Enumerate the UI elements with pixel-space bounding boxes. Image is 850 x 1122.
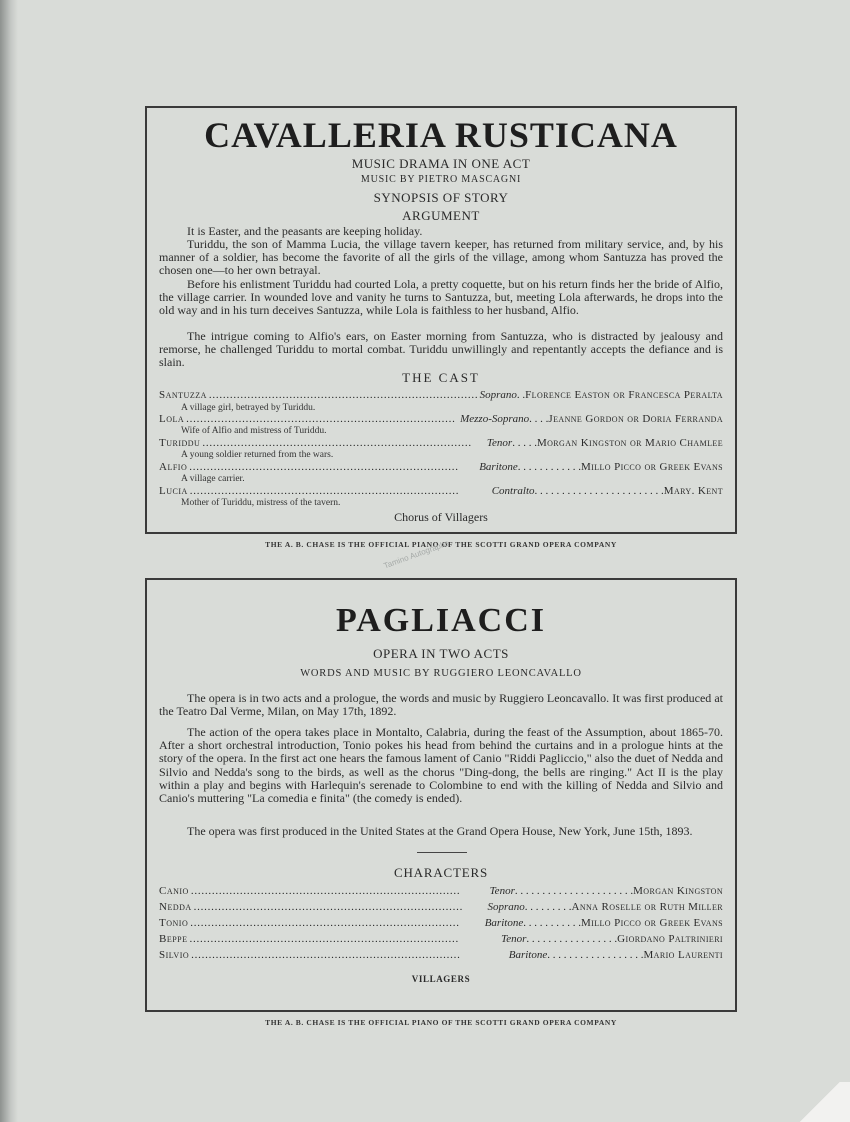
pagliacci-paragraph: The action of the opera takes place in Montalto, Calabria, during the feast of the Assumption, about 1865-70. After a short orchestral introduction, Tonio pokes his head from behind the curtains and in a prologue hints at the story of the opera. In the first act one hears the famous lament of Canio "Riddi Pagliccio," also the duet of Nedda and Silvio and Nedda's song to the birds, as well as the chorus "Ding-dong, the bells are ringing." Act II is the play within a play and begins with Harlequin's serenade to Colombine to end with the killing of Nedda and Silvio and Canio's muttering "La comedia e finita" (the comedy is ended).	[159, 725, 723, 806]
character-row: Canio . . . Tenor . . . . . . . . . . . . . . . . . . . . . . Morgan Kingston	[159, 885, 723, 898]
synopsis-heading: SYNOPSIS OF STORY	[373, 190, 509, 205]
cast-role: Turiddu	[159, 437, 201, 449]
page-corner	[790, 1082, 850, 1122]
cavalleria-paragraph: Turiddu, the son of Mamma Lucia, the village tavern keeper, has returned from military service, and, by his manner of a soldier, has become the favorite of all the girls of the village, among whom Santuzza has proved the chosen one—to her own betrayal.	[159, 237, 723, 278]
character-singer: Millo Picco or Greek Evans	[580, 917, 723, 929]
pagliacci-composer: WORDS AND MUSIC BY RUGGIERO LEONCAVALLO	[300, 668, 582, 679]
section-divider	[417, 852, 467, 853]
cast-description: Mother of Turiddu, mistress of the tavern.	[181, 498, 341, 508]
cast-row: Lola . . . Mezzo-Soprano . . . . Jeanne Gordon or Doria Ferranda	[159, 413, 723, 426]
cast-singer: Millo Picco or Greek Evans	[580, 461, 723, 473]
pagliacci-subtitle: OPERA IN TWO ACTS	[373, 646, 509, 661]
character-row: Silvio . . . Baritone . . . . . . . . . . . . . . . . . . Mario Laurenti	[159, 949, 723, 962]
cast-voice: Mezzo-Soprano	[460, 413, 530, 425]
cast-role: Lucia	[159, 485, 188, 497]
cast-role: Santuzza	[159, 389, 207, 401]
footer-note: THE A. B. CHASE IS THE OFFICIAL PIANO OF THE SCOTTI GRAND OPERA COMPANY	[265, 540, 617, 549]
cast-voice: Contralto	[491, 485, 535, 497]
cast-voice: Tenor	[486, 437, 513, 449]
character-row: Tonio . . . Baritone . . . . . . . . . . . Millo Picco or Greek Evans	[159, 917, 723, 930]
character-role: Nedda	[159, 901, 192, 913]
cast-row: Alfio . . . Baritone . . . . . . . . . . . . Millo Picco or Greek Evans	[159, 461, 723, 474]
cavalleria-subtitle: MUSIC DRAMA IN ONE ACT	[351, 156, 531, 171]
cast-description: A young soldier returned from the wars.	[181, 450, 334, 460]
character-role: Tonio	[159, 917, 189, 929]
cast-row: Lucia . . . Contralto . . . . . . . . . . . . . . . . . . . . . . . . Mary. Kent	[159, 485, 723, 498]
cast-voice: Soprano	[479, 389, 517, 401]
cavalleria-paragraph: The intrigue coming to Alfio's ears, on Easter morning from Santuzza, who is distracted by jealousy and remorse, he challenged Turiddu to mortal combat. Turiddu unwillingly and repentantly accepts the defiance and is slain.	[159, 329, 723, 370]
character-row: Nedda . . . Soprano . . . . . . . . . Anna Roselle or Ruth Miller	[159, 901, 723, 914]
cast-singer: Jeanne Gordon or Doria Ferranda	[548, 413, 723, 425]
character-voice: Tenor	[489, 885, 515, 897]
character-voice: Baritone	[484, 917, 524, 929]
character-singer: Giordano Paltrinieri	[617, 933, 723, 945]
cast-role: Alfio	[159, 461, 188, 473]
character-role: Silvio	[159, 949, 190, 961]
cast-heading: THE CAST	[402, 370, 480, 385]
cast-singer: Florence Easton or Francesca Peralta	[525, 389, 723, 401]
cast-voice: Baritone	[479, 461, 518, 473]
footer-note: THE A. B. CHASE IS THE OFFICIAL PIANO OF THE SCOTTI GRAND OPERA COMPANY	[265, 1018, 617, 1027]
watermark: Tamino Autographs	[382, 538, 450, 571]
pagliacci-paragraph: The opera was first produced in the United States at the Grand Opera House, New York, June 15th, 1893.	[187, 824, 693, 838]
cast-description: A village girl, betrayed by Turiddu.	[181, 403, 316, 413]
cast-row: Santuzza . . . Soprano . . Florence Easton or Francesca Peralta	[159, 389, 723, 402]
cast-row: Turiddu . . . Tenor . . . . . Morgan Kingston or Mario Chamlee	[159, 437, 723, 450]
villagers-label: VILLAGERS	[411, 974, 471, 984]
cavalleria-composer: MUSIC BY PIETRO MASCAGNI	[360, 174, 522, 185]
character-role: Canio	[159, 885, 189, 897]
page-binding-edge	[0, 0, 18, 1122]
pagliacci-title: PAGLIACCI	[335, 602, 547, 639]
character-singer: Morgan Kingston	[633, 885, 723, 897]
pagliacci-paragraph: The opera is in two acts and a prologue, the words and music by Ruggiero Leoncavallo. It was first produced at the Teatro Dal Verme, Milan, on May 17th, 1892.	[159, 691, 723, 719]
cavalleria-paragraph: It is Easter, and the peasants are keeping holiday.	[187, 224, 423, 238]
character-row: Beppe . . . Tenor . . . . . . . . . . . . . . . . . Giordano Paltrinieri	[159, 933, 723, 946]
argument-heading: ARGUMENT	[402, 208, 480, 223]
character-voice: Tenor	[501, 933, 527, 945]
cast-description: A village carrier.	[181, 474, 245, 484]
cavalleria-title: CAVALLERIA RUSTICANA	[204, 115, 678, 155]
cavalleria-paragraph: Before his enlistment Turiddu had courted Lola, a pretty coquette, but on his return finds her the bride of Alfio, the village carrier. In wounded love and vanity he turns to Santuzza, but, meeting Lola afterwards, he drops into the old way and in his turn deceives Santuzza, while Lola is faithless to her husband, Alfio.	[159, 277, 723, 318]
cast-singer: Morgan Kingston or Mario Chamlee	[536, 437, 723, 449]
cavalleria-section	[145, 106, 737, 534]
character-role: Beppe	[159, 933, 188, 945]
cast-role: Lola	[159, 413, 185, 425]
character-singer: Anna Roselle or Ruth Miller	[571, 901, 723, 913]
character-singer: Mario Laurenti	[643, 949, 723, 961]
characters-heading: CHARACTERS	[394, 865, 488, 880]
cast-description: Wife of Alfio and mistress of Turiddu.	[181, 426, 327, 436]
character-voice: Soprano	[487, 901, 525, 913]
character-voice: Baritone	[508, 949, 548, 961]
cast-singer: Mary. Kent	[663, 485, 723, 497]
pagliacci-section	[145, 578, 737, 1012]
chorus-label: Chorus of Villagers	[394, 510, 488, 524]
